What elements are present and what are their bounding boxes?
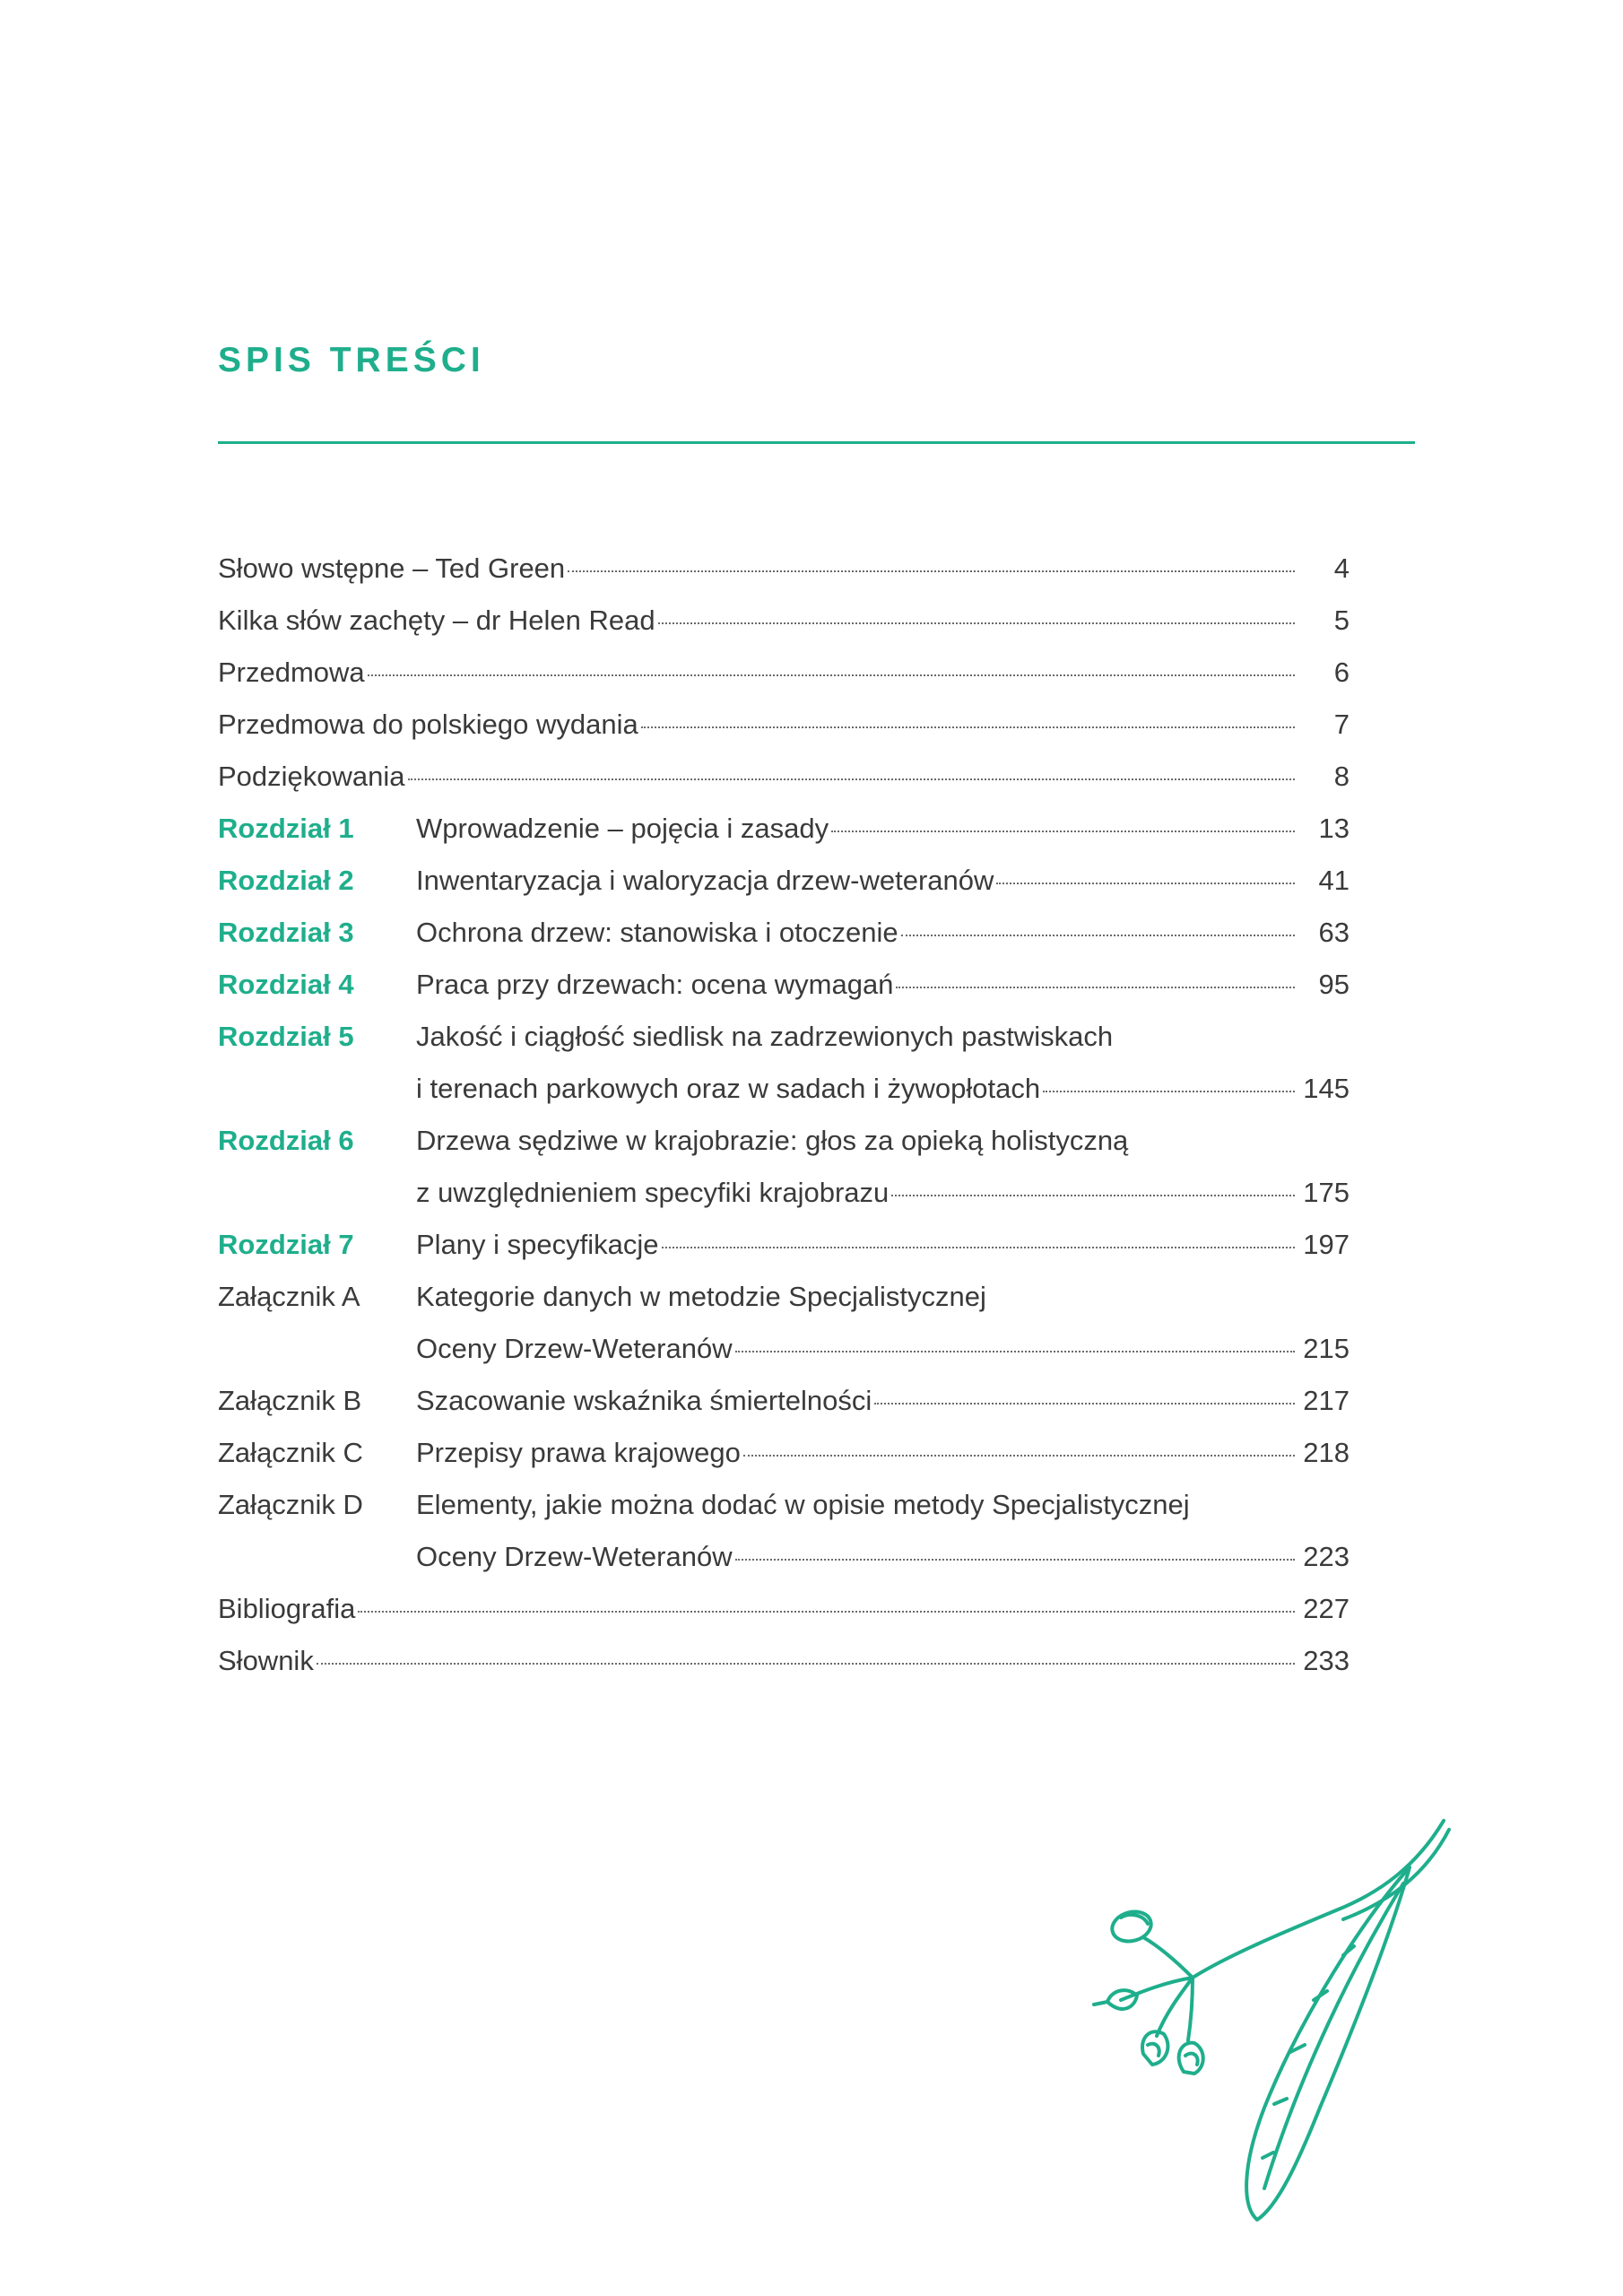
- page-number: 233: [1303, 1645, 1350, 1676]
- chapter-label: Rozdział 3: [218, 917, 354, 948]
- dot-leader: [317, 1663, 1295, 1665]
- toc-entry: [218, 1531, 1350, 1583]
- entry-title: Słownik: [218, 1645, 314, 1676]
- dot-leader: [1043, 1091, 1295, 1092]
- page-number: 223: [1303, 1541, 1350, 1572]
- dot-leader: [368, 674, 1295, 676]
- page-number: 8: [1333, 761, 1350, 792]
- entry-title: Oceny Drzew-Weteranów: [416, 1333, 733, 1364]
- dot-leader: [735, 1351, 1295, 1352]
- entry-title: Szacowanie wskaźnika śmiertelności: [416, 1385, 872, 1416]
- title-divider: [218, 441, 1415, 444]
- toc-entry: [218, 907, 1350, 959]
- toc-entry: [218, 1583, 1350, 1635]
- table-of-contents: [218, 543, 1350, 1687]
- toc-entry: [218, 647, 1350, 699]
- entry-title: Przedmowa do polskiego wydania: [218, 709, 638, 740]
- chapter-label: Rozdział 1: [218, 813, 354, 844]
- page-number: 145: [1303, 1073, 1350, 1104]
- section-label: Załącznik D: [218, 1489, 363, 1520]
- page-number: 217: [1303, 1385, 1350, 1416]
- toc-entry: [218, 1635, 1350, 1687]
- toc-entry: [218, 959, 1350, 1011]
- chapter-label: Rozdział 5: [218, 1021, 354, 1052]
- page-number: 215: [1303, 1333, 1350, 1364]
- toc-entry: [218, 1427, 1350, 1479]
- entry-title: z uwzględnieniem specyfiki krajobrazu: [416, 1177, 890, 1208]
- toc-entry: [218, 1323, 1350, 1375]
- dot-leader: [831, 831, 1295, 832]
- page-number: 197: [1303, 1229, 1350, 1260]
- entry-title: Podziękowania: [218, 761, 405, 792]
- toc-entry: [218, 1167, 1350, 1219]
- page-number: 5: [1333, 604, 1350, 636]
- dot-leader: [658, 622, 1295, 624]
- toc-entry: [218, 1479, 1350, 1531]
- dot-leader: [358, 1611, 1295, 1613]
- page-number: 227: [1303, 1593, 1350, 1624]
- entry-title: Słowo wstępne – Ted Green: [218, 552, 566, 584]
- page-number: 41: [1318, 865, 1350, 896]
- entry-title: Kategorie danych w metodzie Specjalistycznej: [416, 1281, 986, 1312]
- toc-entry: [218, 803, 1350, 855]
- section-label: Załącznik C: [218, 1437, 363, 1468]
- toc-entry: [218, 1063, 1350, 1115]
- dot-leader: [408, 778, 1295, 780]
- entry-title: Drzewa sędziwe w krajobrazie: głos za opieką holistyczną: [416, 1125, 1129, 1156]
- section-label: Załącznik A: [218, 1281, 360, 1312]
- entry-title: Inwentaryzacja i waloryzacja drzew-weteranów: [416, 865, 994, 896]
- page-number: 63: [1318, 917, 1350, 948]
- toc-entry: [218, 1271, 1350, 1323]
- toc-entry: [218, 699, 1350, 751]
- toc-entry: [218, 751, 1350, 803]
- dot-leader: [896, 987, 1295, 988]
- entry-title: Przepisy prawa krajowego: [416, 1437, 741, 1468]
- page-number: 6: [1333, 657, 1350, 688]
- entry-title: Przedmowa: [218, 657, 365, 688]
- chapter-label: Rozdział 2: [218, 865, 354, 896]
- toc-entry: [218, 855, 1350, 907]
- toc-entry: [218, 1011, 1350, 1063]
- entry-title: Kilka słów zachęty – dr Helen Read: [218, 604, 655, 636]
- entry-title: Oceny Drzew-Weteranów: [416, 1541, 733, 1572]
- dot-leader: [996, 883, 1295, 884]
- toc-entry: [218, 1375, 1350, 1427]
- toc-entry: [218, 1219, 1350, 1271]
- dot-leader: [743, 1455, 1295, 1457]
- entry-title: Bibliografia: [218, 1593, 356, 1624]
- entry-title: i terenach parkowych oraz w sadach i żywopłotach: [416, 1073, 1041, 1104]
- dot-leader: [735, 1559, 1295, 1561]
- page-number: 4: [1333, 552, 1350, 584]
- chapter-label: Rozdział 6: [218, 1125, 354, 1156]
- page-number: 175: [1303, 1177, 1350, 1208]
- dot-leader: [568, 570, 1295, 572]
- toc-entry: [218, 1115, 1350, 1167]
- dot-leader: [662, 1247, 1295, 1248]
- entry-title: Jakość i ciągłość siedlisk na zadrzewionych pastwiskach: [416, 1021, 1114, 1052]
- page-number: 13: [1318, 813, 1350, 844]
- entry-title: Plany i specyfikacje: [416, 1229, 659, 1260]
- page-number: 95: [1318, 969, 1350, 1000]
- page-number: 7: [1333, 709, 1350, 740]
- toc-entry: [218, 543, 1350, 595]
- toc-entry: [218, 595, 1350, 647]
- dot-leader: [641, 726, 1295, 728]
- dot-leader: [874, 1403, 1295, 1405]
- chapter-label: Rozdział 7: [218, 1229, 354, 1260]
- entry-title: Elementy, jakie można dodać w opisie metody Specjalistycznej: [416, 1489, 1190, 1520]
- entry-title: Praca przy drzewach: ocena wymagań: [416, 969, 894, 1000]
- dot-leader: [901, 935, 1295, 936]
- linden-branch-icon: [1058, 1812, 1480, 2242]
- entry-title: Wprowadzenie – pojęcia i zasady: [416, 813, 829, 844]
- section-label: Załącznik B: [218, 1385, 362, 1416]
- entry-title: Ochrona drzew: stanowiska i otoczenie: [416, 917, 898, 948]
- page-number: 218: [1303, 1437, 1350, 1468]
- dot-leader: [891, 1195, 1295, 1196]
- page-title: SPIS TREŚCI: [218, 341, 485, 379]
- chapter-label: Rozdział 4: [218, 969, 354, 1000]
